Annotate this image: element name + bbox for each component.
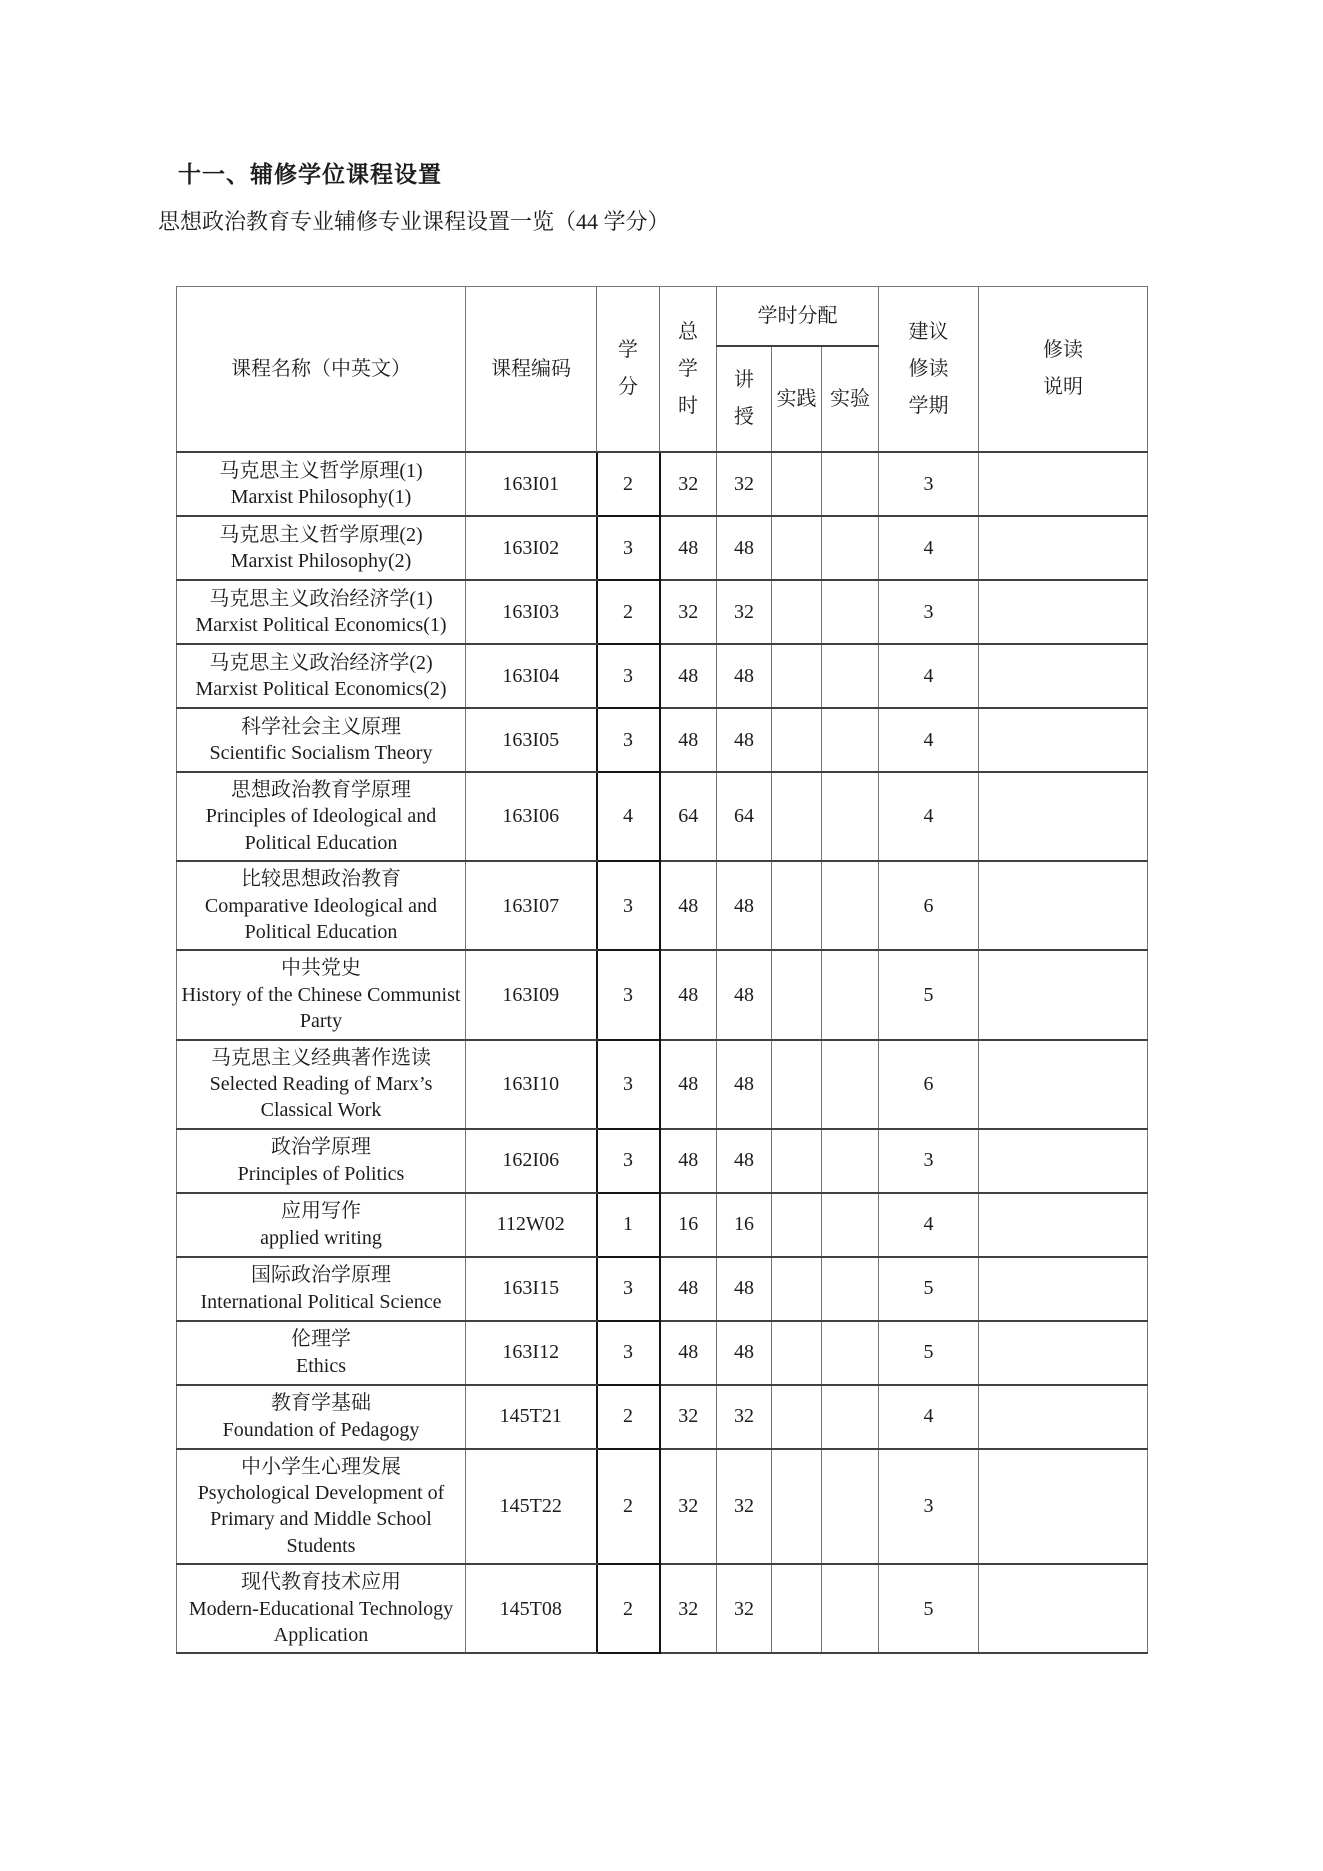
course-name-zh: 应用写作 bbox=[281, 1200, 361, 1223]
course-name-zh: 马克思主义政治经济学(1) bbox=[209, 587, 433, 610]
course-name-zh: 马克思主义经典著作选读 bbox=[211, 1046, 431, 1069]
course-credits-cell: 3 bbox=[597, 1321, 660, 1385]
course-row bbox=[177, 516, 1148, 580]
course-practice-hours-cell bbox=[772, 861, 822, 950]
course-semester-cell: 4 bbox=[879, 1385, 979, 1449]
course-lecture-hours-cell: 48 bbox=[717, 708, 772, 772]
course-name-cell bbox=[177, 708, 466, 772]
course-semester-cell: 4 bbox=[879, 1193, 979, 1257]
course-experiment-hours-cell bbox=[822, 708, 879, 772]
course-practice-hours-cell bbox=[772, 1193, 822, 1257]
course-practice-hours-cell bbox=[772, 1040, 822, 1129]
course-total-hours-cell: 32 bbox=[660, 1564, 717, 1653]
course-semester-cell: 3 bbox=[879, 452, 979, 516]
course-name-cell bbox=[177, 861, 466, 950]
course-experiment-hours-cell bbox=[822, 1564, 879, 1653]
course-total-hours-cell: 48 bbox=[660, 861, 717, 950]
course-code-cell: 145T21 bbox=[466, 1385, 597, 1449]
course-note-cell bbox=[979, 644, 1148, 708]
course-practice-hours-cell bbox=[772, 1321, 822, 1385]
header-lecture-label: 讲授 bbox=[734, 369, 754, 428]
course-note-cell bbox=[979, 1385, 1148, 1449]
course-practice-hours-cell bbox=[772, 1449, 822, 1565]
course-note-cell bbox=[979, 516, 1148, 580]
course-experiment-hours-cell bbox=[822, 1129, 879, 1193]
course-row bbox=[177, 1040, 1148, 1129]
course-row bbox=[177, 452, 1148, 516]
course-semester-cell: 5 bbox=[879, 1257, 979, 1321]
course-credits-cell: 2 bbox=[597, 1385, 660, 1449]
course-name-en: Comparative Ideological and Political Education bbox=[204, 894, 438, 943]
course-semester-cell: 4 bbox=[879, 644, 979, 708]
course-row bbox=[177, 708, 1148, 772]
course-credits-cell: 1 bbox=[597, 1193, 660, 1257]
course-credits-cell: 3 bbox=[597, 708, 660, 772]
course-note-cell bbox=[979, 1321, 1148, 1385]
course-total-hours-cell: 32 bbox=[660, 1449, 717, 1565]
course-total-hours-cell: 48 bbox=[660, 644, 717, 708]
table-header bbox=[177, 287, 1148, 453]
header-total-hours-label: 总学时 bbox=[678, 320, 698, 417]
course-note-cell bbox=[979, 950, 1148, 1039]
course-name-en: Modern-Educational Technology Application bbox=[188, 1597, 454, 1647]
course-experiment-hours-cell bbox=[822, 644, 879, 708]
course-total-hours-cell: 48 bbox=[660, 1040, 717, 1129]
course-name-zh: 比较思想政治教育 bbox=[241, 868, 401, 891]
header-credits bbox=[597, 287, 660, 453]
header-practice: 实践 bbox=[772, 346, 822, 452]
header-suggested-semester bbox=[879, 287, 979, 453]
course-note-cell bbox=[979, 1449, 1148, 1565]
course-lecture-hours-cell: 32 bbox=[717, 1385, 772, 1449]
course-name-cell bbox=[177, 1040, 466, 1129]
course-total-hours-cell: 32 bbox=[660, 1385, 717, 1449]
course-name-cell bbox=[177, 772, 466, 861]
course-practice-hours-cell bbox=[772, 950, 822, 1039]
course-semester-cell: 6 bbox=[879, 1040, 979, 1129]
course-practice-hours-cell bbox=[772, 516, 822, 580]
course-credits-cell: 3 bbox=[597, 516, 660, 580]
table-caption: 思想政治教育专业辅修专业课程设置一览（44 学分） bbox=[158, 209, 670, 234]
course-name-en: Principles of Politics bbox=[237, 1162, 405, 1185]
course-name-zh: 伦理学 bbox=[291, 1328, 351, 1351]
course-name-zh: 国际政治学原理 bbox=[251, 1264, 391, 1287]
course-name-en: Marxist Political Economics(2) bbox=[195, 678, 447, 700]
course-name-en: Marxist Philosophy(2) bbox=[230, 550, 412, 572]
course-experiment-hours-cell bbox=[822, 1257, 879, 1321]
course-code-cell: 163I06 bbox=[466, 772, 597, 861]
course-code-cell: 163I02 bbox=[466, 516, 597, 580]
course-note-cell bbox=[979, 1257, 1148, 1321]
header-hours-allocation: 学时分配 bbox=[717, 287, 879, 347]
course-note-cell bbox=[979, 580, 1148, 644]
section-title: 十一、辅修学位课程设置 bbox=[178, 161, 442, 187]
course-lecture-hours-cell: 64 bbox=[717, 772, 772, 861]
course-credits-cell: 3 bbox=[597, 861, 660, 950]
course-practice-hours-cell bbox=[772, 708, 822, 772]
course-name-en: History of the Chinese Communist Party bbox=[181, 983, 461, 1033]
course-table bbox=[176, 286, 1148, 1654]
course-total-hours-cell: 48 bbox=[660, 950, 717, 1039]
course-name-zh: 马克思主义哲学原理(1) bbox=[219, 459, 423, 482]
course-semester-cell: 3 bbox=[879, 1449, 979, 1565]
course-name-zh: 思想政治教育学原理 bbox=[231, 779, 411, 801]
course-practice-hours-cell bbox=[772, 580, 822, 644]
course-practice-hours-cell bbox=[772, 1257, 822, 1321]
course-name-cell bbox=[177, 452, 466, 516]
course-experiment-hours-cell bbox=[822, 1321, 879, 1385]
course-name-zh: 教育学基础 bbox=[271, 1392, 371, 1415]
course-row bbox=[177, 1321, 1148, 1385]
course-name-en: Marxist Political Economics(1) bbox=[195, 614, 447, 636]
course-row bbox=[177, 1129, 1148, 1193]
course-note-cell bbox=[979, 708, 1148, 772]
course-row bbox=[177, 1193, 1148, 1257]
course-credits-cell: 2 bbox=[597, 452, 660, 516]
course-semester-cell: 4 bbox=[879, 772, 979, 861]
course-row bbox=[177, 580, 1148, 644]
course-name-en: International Political Science bbox=[200, 1290, 442, 1313]
course-experiment-hours-cell bbox=[822, 1385, 879, 1449]
course-row bbox=[177, 950, 1148, 1039]
course-total-hours-cell: 32 bbox=[660, 452, 717, 516]
course-row bbox=[177, 772, 1148, 861]
course-total-hours-cell: 48 bbox=[660, 1257, 717, 1321]
course-total-hours-cell: 64 bbox=[660, 772, 717, 861]
course-code-cell: 163I12 bbox=[466, 1321, 597, 1385]
course-lecture-hours-cell: 32 bbox=[717, 580, 772, 644]
course-name-cell bbox=[177, 644, 466, 708]
course-credits-cell: 3 bbox=[597, 1129, 660, 1193]
course-name-zh: 马克思主义政治经济学(2) bbox=[209, 651, 433, 674]
course-total-hours-cell: 32 bbox=[660, 580, 717, 644]
course-lecture-hours-cell: 32 bbox=[717, 452, 772, 516]
course-name-en: Ethics bbox=[296, 1354, 346, 1377]
course-credits-cell: 3 bbox=[597, 644, 660, 708]
course-credits-cell: 2 bbox=[597, 1564, 660, 1653]
course-semester-cell: 6 bbox=[879, 861, 979, 950]
course-practice-hours-cell bbox=[772, 644, 822, 708]
course-name-en: Scientific Socialism Theory bbox=[209, 742, 433, 764]
course-credits-cell: 3 bbox=[597, 950, 660, 1039]
course-note-cell bbox=[979, 1129, 1148, 1193]
course-total-hours-cell: 16 bbox=[660, 1193, 717, 1257]
course-note-cell bbox=[979, 861, 1148, 950]
course-row bbox=[177, 644, 1148, 708]
course-name-cell bbox=[177, 1564, 466, 1653]
course-name-zh: 中小学生心理发展 bbox=[241, 1455, 401, 1478]
course-code-cell: 163I10 bbox=[466, 1040, 597, 1129]
course-semester-cell: 4 bbox=[879, 708, 979, 772]
course-code-cell: 162I06 bbox=[466, 1129, 597, 1193]
course-semester-cell: 3 bbox=[879, 1129, 979, 1193]
course-credits-cell: 2 bbox=[597, 580, 660, 644]
course-lecture-hours-cell: 32 bbox=[717, 1449, 772, 1565]
course-name-cell bbox=[177, 516, 466, 580]
course-name-cell bbox=[177, 1449, 466, 1565]
header-course-name: 课程名称（中英文） bbox=[177, 287, 466, 453]
course-semester-cell: 5 bbox=[879, 1321, 979, 1385]
course-name-en: applied writing bbox=[260, 1226, 382, 1249]
course-semester-cell: 4 bbox=[879, 516, 979, 580]
course-note-cell bbox=[979, 452, 1148, 516]
course-credits-cell: 2 bbox=[597, 1449, 660, 1565]
course-name-zh: 科学社会主义原理 bbox=[241, 715, 401, 738]
course-name-en: Principles of Ideological and Political Education bbox=[205, 805, 437, 854]
course-note-cell bbox=[979, 1193, 1148, 1257]
course-lecture-hours-cell: 48 bbox=[717, 950, 772, 1039]
table-body bbox=[177, 452, 1148, 1653]
course-code-cell: 145T22 bbox=[466, 1449, 597, 1565]
course-experiment-hours-cell bbox=[822, 1193, 879, 1257]
course-lecture-hours-cell: 16 bbox=[717, 1193, 772, 1257]
course-practice-hours-cell bbox=[772, 1129, 822, 1193]
header-note-label: 修读说明 bbox=[1043, 339, 1084, 398]
course-code-cell: 163I15 bbox=[466, 1257, 597, 1321]
course-row bbox=[177, 1564, 1148, 1653]
course-semester-cell: 3 bbox=[879, 580, 979, 644]
course-note-cell bbox=[979, 772, 1148, 861]
course-lecture-hours-cell: 48 bbox=[717, 1257, 772, 1321]
course-lecture-hours-cell: 48 bbox=[717, 516, 772, 580]
course-experiment-hours-cell bbox=[822, 772, 879, 861]
header-suggested-semester-label: 建议修读学期 bbox=[908, 320, 949, 417]
course-experiment-hours-cell bbox=[822, 516, 879, 580]
course-total-hours-cell: 48 bbox=[660, 516, 717, 580]
course-code-cell: 163I01 bbox=[466, 452, 597, 516]
course-experiment-hours-cell bbox=[822, 1449, 879, 1565]
course-semester-cell: 5 bbox=[879, 950, 979, 1039]
course-experiment-hours-cell bbox=[822, 950, 879, 1039]
course-note-cell bbox=[979, 1040, 1148, 1129]
course-name-cell bbox=[177, 1257, 466, 1321]
course-code-cell: 163I09 bbox=[466, 950, 597, 1039]
course-name-zh: 中共党史 bbox=[281, 957, 361, 980]
course-row bbox=[177, 1257, 1148, 1321]
course-experiment-hours-cell bbox=[822, 580, 879, 644]
course-note-cell bbox=[979, 1564, 1148, 1653]
course-semester-cell: 5 bbox=[879, 1564, 979, 1653]
course-name-cell bbox=[177, 1129, 466, 1193]
course-code-cell: 163I04 bbox=[466, 644, 597, 708]
header-lecture bbox=[717, 346, 772, 452]
course-row bbox=[177, 861, 1148, 950]
course-practice-hours-cell bbox=[772, 772, 822, 861]
course-total-hours-cell: 48 bbox=[660, 708, 717, 772]
course-name-en: Selected Reading of Marx’s Classical Work bbox=[209, 1072, 433, 1122]
course-experiment-hours-cell bbox=[822, 861, 879, 950]
header-experiment: 实验 bbox=[822, 346, 879, 452]
course-lecture-hours-cell: 48 bbox=[717, 1040, 772, 1129]
header-course-code: 课程编码 bbox=[466, 287, 597, 453]
course-name-zh: 现代教育技术应用 bbox=[241, 1571, 401, 1594]
course-name-cell bbox=[177, 1193, 466, 1257]
course-practice-hours-cell bbox=[772, 452, 822, 516]
course-name-cell bbox=[177, 1321, 466, 1385]
course-code-cell: 163I05 bbox=[466, 708, 597, 772]
course-name-en: Marxist Philosophy(1) bbox=[230, 486, 412, 508]
course-code-cell: 112W02 bbox=[466, 1193, 597, 1257]
course-name-en: Psychological Development of Primary and Middle School Students bbox=[197, 1482, 445, 1557]
course-lecture-hours-cell: 48 bbox=[717, 644, 772, 708]
header-note bbox=[979, 287, 1148, 453]
course-practice-hours-cell bbox=[772, 1385, 822, 1449]
course-credits-cell: 3 bbox=[597, 1040, 660, 1129]
course-credits-cell: 4 bbox=[597, 772, 660, 861]
course-name-zh: 政治学原理 bbox=[271, 1136, 371, 1159]
course-lecture-hours-cell: 32 bbox=[717, 1564, 772, 1653]
course-row bbox=[177, 1385, 1148, 1449]
course-total-hours-cell: 48 bbox=[660, 1321, 717, 1385]
course-name-cell bbox=[177, 1385, 466, 1449]
course-lecture-hours-cell: 48 bbox=[717, 1321, 772, 1385]
course-name-cell bbox=[177, 580, 466, 644]
course-code-cell: 163I03 bbox=[466, 580, 597, 644]
course-name-cell bbox=[177, 950, 466, 1039]
course-total-hours-cell: 48 bbox=[660, 1129, 717, 1193]
course-lecture-hours-cell: 48 bbox=[717, 861, 772, 950]
course-row bbox=[177, 1449, 1148, 1565]
course-credits-cell: 3 bbox=[597, 1257, 660, 1321]
course-experiment-hours-cell bbox=[822, 452, 879, 516]
course-code-cell: 145T08 bbox=[466, 1564, 597, 1653]
header-total-hours bbox=[660, 287, 717, 453]
course-experiment-hours-cell bbox=[822, 1040, 879, 1129]
course-name-zh: 马克思主义哲学原理(2) bbox=[219, 523, 423, 546]
course-practice-hours-cell bbox=[772, 1564, 822, 1653]
header-credits-label: 学分 bbox=[618, 339, 638, 398]
course-name-en: Foundation of Pedagogy bbox=[222, 1418, 420, 1441]
course-code-cell: 163I07 bbox=[466, 861, 597, 950]
course-lecture-hours-cell: 48 bbox=[717, 1129, 772, 1193]
